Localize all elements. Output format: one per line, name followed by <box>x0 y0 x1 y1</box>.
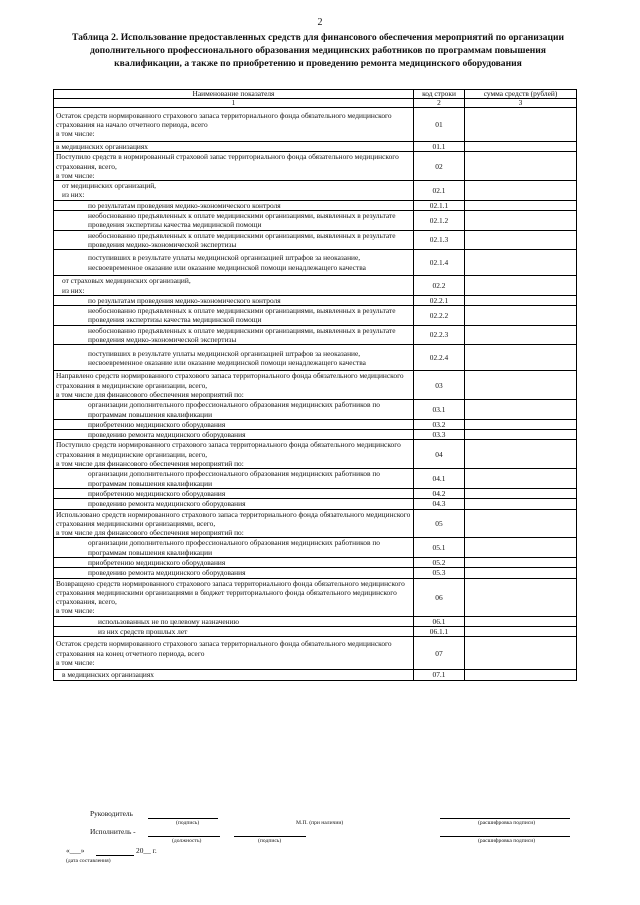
indicator-name: по результатам проведения медико-экономического контроля <box>54 295 414 305</box>
indicator-name: проведению ремонта медицинского оборудования <box>54 430 414 440</box>
indicator-name: необоснованно предъявленных к оплате медицинскими организациями, выявленных в результате проведения медико-экономической экспертизы <box>54 325 414 345</box>
head-signature-caption: (подпись) <box>176 820 200 826</box>
row-sum <box>465 419 577 429</box>
row-sum <box>465 637 577 670</box>
row-sum <box>465 400 577 420</box>
row-sum <box>465 538 577 558</box>
table-row <box>54 469 577 489</box>
header-name: Наименование показателя <box>54 90 414 99</box>
row-sum <box>465 499 577 509</box>
indicator-name: приобретению медицинского оборудования <box>54 557 414 567</box>
row-code: 06.1.1 <box>414 627 465 637</box>
row-code: 05.3 <box>414 568 465 578</box>
indicator-name: использованных не по целевому назначению <box>54 616 414 626</box>
indicator-name: приобретению медицинского оборудования <box>54 488 414 498</box>
indicator-name: в медицинских организациях <box>54 142 414 152</box>
row-sum <box>465 568 577 578</box>
row-code: 02.1.1 <box>414 200 465 210</box>
indicator-name: Возвращено средств нормированного страхового запаса территориального фонда обязательного медицинского страхования медицинскими организациями в бюджет территориального фонда обязательного медицинского страхования, всего, в том числе: <box>54 578 414 616</box>
row-code: 02.2.3 <box>414 325 465 345</box>
table-row <box>54 108 577 142</box>
indicator-name: Остаток средств нормированного страхового запаса территориального фонда обязательного медицинского страхования на начало отчетного периода, всего в том числе: <box>54 108 414 142</box>
row-sum <box>465 211 577 231</box>
row-sum <box>465 616 577 626</box>
table-row <box>54 152 577 181</box>
table-row <box>54 306 577 326</box>
position-caption: (должность) <box>172 838 202 844</box>
table-row <box>54 616 577 626</box>
indicator-name: Использовано средств нормированного страхового запаса территориального фонда обязательного медицинского страхования медицинскими организациями, всего, в том числе для финансового обеспечения мероприятий по: <box>54 509 414 538</box>
row-sum <box>465 276 577 296</box>
indicator-name: необоснованно предъявленных к оплате медицинскими организациями, выявленных в результате проведения экспертизы качества медицинской помощи <box>54 306 414 326</box>
row-sum <box>465 557 577 567</box>
head-label: Руководитель <box>90 809 133 818</box>
executor-label: Исполнитель - <box>90 827 136 836</box>
header-code: код строки <box>414 90 465 99</box>
row-code: 01.1 <box>414 142 465 152</box>
row-sum <box>465 230 577 250</box>
indicator-name: проведению ремонта медицинского оборудования <box>54 499 414 509</box>
table-row <box>54 325 577 345</box>
indicator-name: по результатам проведения медико-экономического контроля <box>54 200 414 210</box>
indicator-name: приобретению медицинского оборудования <box>54 419 414 429</box>
row-code: 06.1 <box>414 616 465 626</box>
head-decoding-line <box>440 818 570 819</box>
indicator-name: из них средств прошлых лет <box>54 627 414 637</box>
table-row <box>54 142 577 152</box>
table-row <box>54 557 577 567</box>
seal-caption: М.П. (при наличии) <box>296 820 344 826</box>
table-row <box>54 230 577 250</box>
row-code: 05 <box>414 509 465 538</box>
indicator-name: Направлено средств нормированного страхового запаса территориального фонда обязательного медицинского страхования в медицинские организации, всего, в том числе для финансового обеспечения мероприятий по: <box>54 371 414 400</box>
executor-signature-caption: (подпись) <box>258 838 282 844</box>
row-sum <box>465 250 577 276</box>
row-code: 02.1 <box>414 181 465 201</box>
row-code: 02.1.3 <box>414 230 465 250</box>
row-code: 02.1.4 <box>414 250 465 276</box>
executor-signature-line <box>234 836 306 837</box>
indicator-name: необоснованно предъявленных к оплате медицинскими организациями, выявленных в результате проведения экспертизы качества медицинской помощи <box>54 211 414 231</box>
row-code: 05.1 <box>414 538 465 558</box>
executor-position-line <box>148 836 220 837</box>
row-sum <box>465 181 577 201</box>
row-code: 04.3 <box>414 499 465 509</box>
table-row <box>54 488 577 498</box>
date-year: 20__ г. <box>136 846 157 855</box>
table-row <box>54 538 577 558</box>
row-code: 03.3 <box>414 430 465 440</box>
row-code: 03.1 <box>414 400 465 420</box>
table-row <box>54 211 577 231</box>
row-sum <box>465 306 577 326</box>
executor-decoding-line <box>440 836 570 837</box>
table-row <box>54 371 577 400</box>
row-code: 03 <box>414 371 465 400</box>
table-row <box>54 419 577 429</box>
table-row <box>54 670 577 680</box>
table-row <box>54 440 577 469</box>
table-row <box>54 627 577 637</box>
row-sum <box>465 142 577 152</box>
table-row <box>54 568 577 578</box>
table-row <box>54 578 577 616</box>
row-sum <box>465 488 577 498</box>
row-sum <box>465 295 577 305</box>
indicator-name: организации дополнительного профессионального образования медицинских работников по программам повышения квалификации <box>54 400 414 420</box>
row-sum <box>465 627 577 637</box>
row-code: 07 <box>414 637 465 670</box>
row-code: 02.2.2 <box>414 306 465 326</box>
row-sum <box>465 371 577 400</box>
indicator-name: в медицинских организациях <box>54 670 414 680</box>
row-sum <box>465 345 577 371</box>
indicator-name: организации дополнительного профессионального образования медицинских работников по программам повышения квалификации <box>54 469 414 489</box>
row-sum <box>465 469 577 489</box>
row-code: 01 <box>414 108 465 142</box>
indicator-name: Поступило средств в нормированный страховой запас территориального фонда обязательного медицинского страхования, всего, в том числе: <box>54 152 414 181</box>
table-row <box>54 345 577 371</box>
column-number-row <box>54 99 577 108</box>
row-sum <box>465 430 577 440</box>
row-code: 06 <box>414 578 465 616</box>
indicator-name: поступивших в результате уплаты медицинской организацией штрафов за неоказание, несвоевременное оказание или оказание медицинской помощи ненадлежащего качества <box>54 250 414 276</box>
row-code: 05.2 <box>414 557 465 567</box>
column-number: 2 <box>414 99 465 108</box>
row-code: 07.1 <box>414 670 465 680</box>
row-code: 02.1.2 <box>414 211 465 231</box>
row-sum <box>465 152 577 181</box>
table-row <box>54 295 577 305</box>
head-signature-line <box>148 818 218 819</box>
row-sum <box>465 108 577 142</box>
table-row <box>54 499 577 509</box>
table-row <box>54 637 577 670</box>
table-row <box>54 250 577 276</box>
report-table <box>53 89 577 681</box>
indicator-name: Поступило средств нормированного страхового запаса территориального фонда обязательного медицинского страхования в медицинские организации, всего, в том числе для финансового обеспечения мероприятий по: <box>54 440 414 469</box>
row-sum <box>465 325 577 345</box>
indicator-name: необоснованно предъявленных к оплате медицинскими организациями, выявленных в результате проведения медико-экономической экспертизы <box>54 230 414 250</box>
row-code: 03.2 <box>414 419 465 429</box>
executor-decoding-caption: (расшифровка подписи) <box>478 838 536 844</box>
table-row <box>54 400 577 420</box>
date-caption: (дата составления) <box>66 858 111 864</box>
table-row <box>54 430 577 440</box>
page-number: 2 <box>317 17 323 28</box>
row-code: 02.2 <box>414 276 465 296</box>
table-header-row <box>54 90 577 99</box>
header-sum: сумма средств (рублей) <box>465 90 577 99</box>
column-number: 1 <box>54 99 414 108</box>
date-day: «___» <box>66 846 85 855</box>
row-sum <box>465 670 577 680</box>
date-month-line <box>96 855 134 856</box>
indicator-name: от страховых медицинских организаций, из них: <box>54 276 414 296</box>
table-title: Таблица 2. Использование предоставленных средств для финансового обеспечения мероприятий по организации дополнительного профессионального образования медицинских работников по программам повышения квалификации, а также по приобретению и проведению ремонта медицинского оборудования <box>71 32 565 69</box>
indicator-name: организации дополнительного профессионального образования медицинских работников по программам повышения квалификации <box>54 538 414 558</box>
row-sum <box>465 509 577 538</box>
head-decoding-caption: (расшифровка подписи) <box>478 820 536 826</box>
row-code: 04.1 <box>414 469 465 489</box>
row-code: 02.2.1 <box>414 295 465 305</box>
row-code: 04 <box>414 440 465 469</box>
indicator-name: от медицинских организаций, из них: <box>54 181 414 201</box>
table-row <box>54 181 577 201</box>
column-number: 3 <box>465 99 577 108</box>
indicator-name: Остаток средств нормированного страхового запаса территориального фонда обязательного медицинского страхования на конец отчетного периода, всего в том числе: <box>54 637 414 670</box>
row-sum <box>465 578 577 616</box>
row-sum <box>465 200 577 210</box>
row-code: 04.2 <box>414 488 465 498</box>
table-row <box>54 509 577 538</box>
table-row <box>54 200 577 210</box>
row-code: 02.2.4 <box>414 345 465 371</box>
indicator-name: проведению ремонта медицинского оборудования <box>54 568 414 578</box>
row-code: 02 <box>414 152 465 181</box>
row-sum <box>465 440 577 469</box>
table-row <box>54 276 577 296</box>
indicator-name: поступивших в результате уплаты медицинской организацией штрафов за неоказание, несвоевременное оказание или оказание медицинской помощи ненадлежащего качества <box>54 345 414 371</box>
